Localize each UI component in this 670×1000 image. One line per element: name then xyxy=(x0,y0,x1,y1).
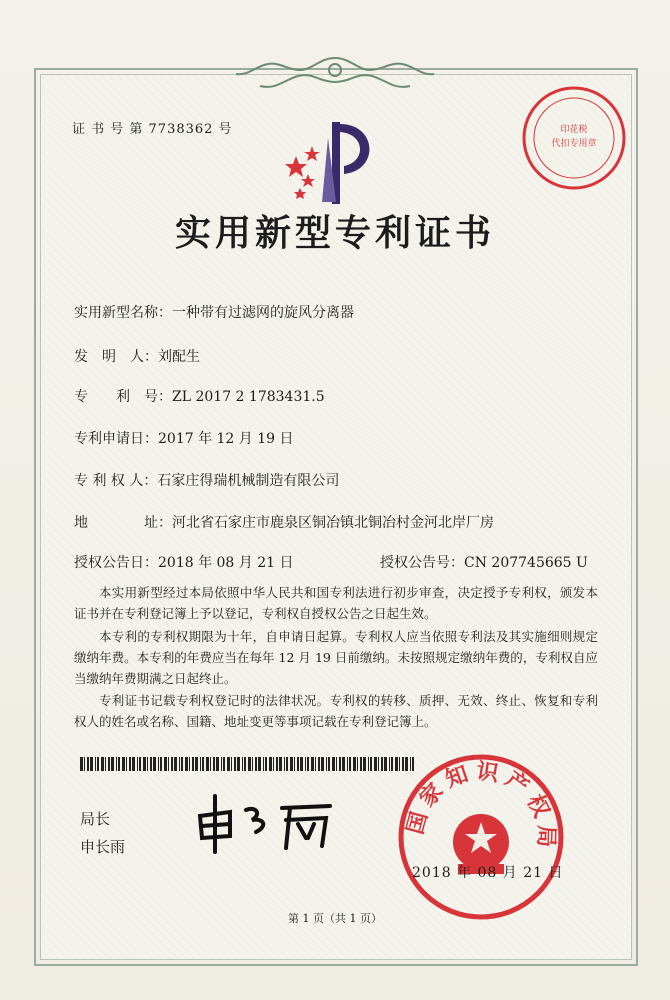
svg-text:代扣专用章: 代扣专用章 xyxy=(551,139,597,149)
field-address xyxy=(74,512,494,532)
seal-date: 2018 年 08 月 21 日 xyxy=(412,865,564,881)
field-holder-value: 石家庄得瑞机械制造有限公司 xyxy=(157,473,340,489)
field-apply-date-label: 专利申请日： xyxy=(74,431,158,447)
paragraph-3: 专利证书记载专利权登记时的法律状况。专利权的转移、质押、无效、终止、恢复和专利权人的姓名或名称、国籍、地址变更等事项记载在专利登记簿上。 xyxy=(74,693,598,729)
field-patent-no xyxy=(74,386,325,406)
field-grant-date-label: 授权公告日： xyxy=(74,555,158,571)
field-grant-no-value: CN 207745665 U xyxy=(464,555,588,571)
paragraph-2: 本专利的专利权期限为十年，自申请日起算。专利权人应当依照专利法及其实施细则规定缴纳年费。本专利的年费应当在每年 12 月 19 日前缴纳。未按照规定缴纳年费的，专利权自应当缴纳年费期满之日起终止。 xyxy=(74,629,598,686)
svg-text:国家知识产权局: 国家知识产权局 xyxy=(402,758,560,854)
signatory-name: 申长雨 xyxy=(80,838,126,856)
barcode xyxy=(80,757,416,771)
tax-seal xyxy=(520,84,628,192)
field-apply-date-value: 2017 年 12 月 19 日 xyxy=(158,431,294,447)
field-inventor xyxy=(74,346,200,366)
field-patent-no-value: ZL 2017 2 1783431.5 xyxy=(172,389,325,405)
svg-text:印花税: 印花税 xyxy=(560,125,588,135)
field-grant-date xyxy=(74,552,294,572)
field-address-value: 河北省石家庄市鹿泉区铜冶镇北铜冶村金河北岸厂房 xyxy=(172,515,494,531)
field-inventor-label: 发 明 人： xyxy=(74,349,158,365)
field-holder xyxy=(74,470,339,490)
page-number: 第 1 页（共 1 页） xyxy=(288,912,382,925)
top-ornament xyxy=(220,52,450,96)
field-grant-no-label: 授权公告号： xyxy=(380,555,464,571)
field-inventor-value: 刘配生 xyxy=(158,349,200,365)
field-patent-no-label: 专 利 号： xyxy=(74,389,172,405)
field-name-label: 实用新型名称： xyxy=(74,305,172,321)
field-name-value: 一种带有过滤网的旋风分离器 xyxy=(172,305,354,321)
document-title: 实用新型专利证书 xyxy=(174,212,495,254)
signatory-title: 局长 xyxy=(80,810,111,828)
field-holder-label: 专 利 权 人： xyxy=(74,473,158,489)
cnipa-logo xyxy=(282,118,392,208)
paragraph-1: 本实用新型经过本局依照中华人民共和国专利法进行初步审查，决定授予专利权，颁发本证书并在专利登记簿上予以登记，专利权自授权公告之日起生效。 xyxy=(74,585,598,621)
certificate-number: 证 书 号 第 7738362 号 xyxy=(72,122,233,137)
field-apply-date xyxy=(74,428,294,448)
field-grant-no xyxy=(380,552,588,572)
cnipa-seal xyxy=(396,752,566,922)
handwritten-signature xyxy=(190,786,340,856)
field-grant-date-value: 2018 年 08 月 21 日 xyxy=(158,555,294,571)
field-address-label: 地 址： xyxy=(74,515,172,531)
field-name xyxy=(74,302,354,322)
